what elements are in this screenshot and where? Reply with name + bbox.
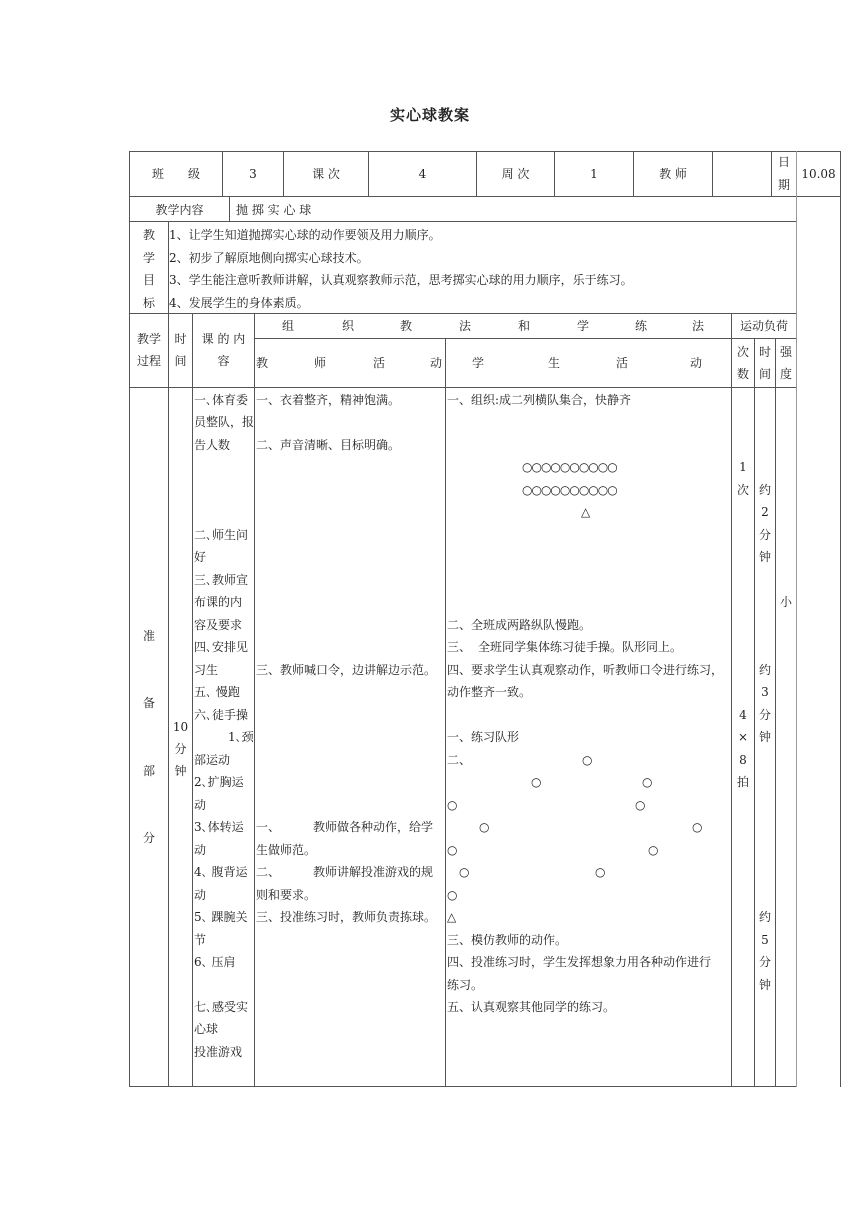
time-header-2: 间: [174, 354, 187, 368]
process-header-1: 教学: [136, 332, 161, 346]
count-header-2: 数: [736, 367, 749, 381]
date-value: 10.08: [801, 167, 836, 181]
lesson-label: 课 次: [312, 167, 340, 181]
lesson-value: 4: [418, 167, 427, 181]
goals-label-2: 学: [142, 251, 155, 265]
class-value: 3: [249, 167, 257, 181]
duration-header-1: 时: [758, 345, 771, 359]
goal-item: 1、让学生知道抛掷实心球的动作要领及用力顺序。: [169, 228, 441, 242]
goals-label-3: 目: [142, 273, 155, 287]
content-label: 教学内容: [155, 203, 204, 217]
goals-label-4: 标: [142, 296, 155, 310]
date-label-1: 日: [777, 155, 790, 169]
content-value: 抛 掷 实 心 球: [236, 203, 312, 217]
intensity-header-2: 度: [779, 367, 792, 381]
goal-item: 3、学生能注意听教师讲解，认真观察教师示范，思考掷实心球的用力顺序，乐于练习。: [169, 273, 633, 287]
duration-header-2: 间: [758, 367, 771, 381]
teacher-mark: △: [447, 910, 457, 924]
page-title: 实心球教案: [389, 106, 470, 124]
class-label: 班 级: [151, 167, 200, 181]
goal-item: 2、初步了解原地侧向掷实心球技术。: [169, 251, 369, 265]
goal-item: 4、发展学生的身体素质。: [169, 296, 309, 310]
intensity-header-1: 强: [779, 345, 792, 359]
week-label: 周 次: [501, 167, 530, 181]
teacher-label: 教 师: [659, 167, 687, 181]
count-header-1: 次: [736, 345, 749, 359]
formation-row: ○○○○○○○○○○: [522, 460, 617, 474]
content-header-2: 容: [217, 354, 230, 368]
goals-label-1: 教: [142, 228, 155, 242]
process-header-2: 过程: [136, 354, 161, 368]
intensity-value: 小: [779, 595, 792, 609]
date-label-2: 期: [777, 178, 790, 192]
time-header-1: 时: [174, 332, 187, 346]
week-value: 1: [590, 167, 598, 181]
teacher-mark: △: [581, 505, 591, 519]
content-header-1: 课 的 内: [201, 332, 246, 346]
formation-row: ○○○○○○○○○○: [522, 483, 617, 497]
load-header: 运动负荷: [739, 319, 788, 333]
